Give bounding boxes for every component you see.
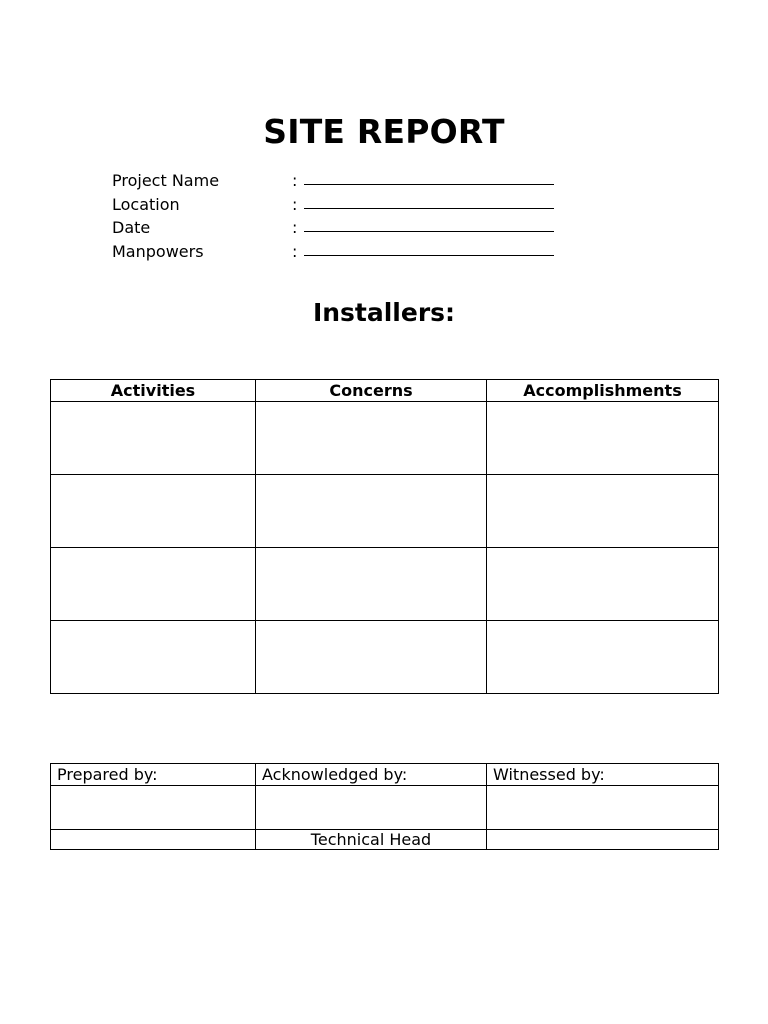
field-blank-line[interactable]: [304, 184, 554, 185]
field-colon: :: [292, 218, 298, 237]
acknowledged-by-signature[interactable]: [256, 786, 487, 830]
witnessed-by-position: [487, 830, 719, 850]
table-header-row: [51, 380, 719, 402]
field-label: Manpowers: [112, 242, 204, 261]
field-label: Location: [112, 195, 180, 214]
prepared-by-signature[interactable]: [51, 786, 256, 830]
installers-heading: Installers:: [312, 298, 456, 327]
table-row: [51, 548, 719, 621]
accomplishment-cell[interactable]: [487, 402, 719, 475]
header-concerns: Concerns: [256, 380, 487, 402]
concern-cell[interactable]: [256, 548, 487, 621]
field-colon: :: [292, 195, 298, 214]
signature-header-row: [51, 764, 719, 786]
acknowledged-by-label: Acknowledged by:: [256, 764, 487, 786]
signature-footer-row: [51, 830, 719, 850]
signature-space-row: [51, 786, 719, 830]
table-row: [51, 402, 719, 475]
activity-cell[interactable]: [51, 475, 256, 548]
accomplishment-cell[interactable]: [487, 621, 719, 694]
technical-head-position: Technical Head: [256, 830, 487, 850]
field-blank-line[interactable]: [304, 231, 554, 232]
accomplishment-cell[interactable]: [487, 475, 719, 548]
field-label: Date: [112, 218, 151, 237]
activity-cell[interactable]: [51, 402, 256, 475]
header-accomplishments: Accomplishments: [487, 380, 719, 402]
activities-table: [50, 379, 719, 694]
header-activities: Activities: [51, 380, 256, 402]
prepared-by-label: Prepared by:: [51, 764, 256, 786]
field-blank-line[interactable]: [304, 208, 554, 209]
field-colon: :: [292, 242, 298, 261]
accomplishment-cell[interactable]: [487, 548, 719, 621]
field-blank-line[interactable]: [304, 255, 554, 256]
witnessed-by-signature[interactable]: [487, 786, 719, 830]
report-title: SITE REPORT: [263, 112, 505, 151]
activity-cell[interactable]: [51, 548, 256, 621]
concern-cell[interactable]: [256, 621, 487, 694]
table-row: [51, 475, 719, 548]
concern-cell[interactable]: [256, 475, 487, 548]
activity-cell[interactable]: [51, 621, 256, 694]
field-label: Project Name: [112, 171, 220, 190]
field-colon: :: [292, 171, 298, 190]
prepared-by-position: [51, 830, 256, 850]
witnessed-by-label: Witnessed by:: [487, 764, 719, 786]
signature-table: [50, 763, 719, 850]
concern-cell[interactable]: [256, 402, 487, 475]
table-row: [51, 621, 719, 694]
